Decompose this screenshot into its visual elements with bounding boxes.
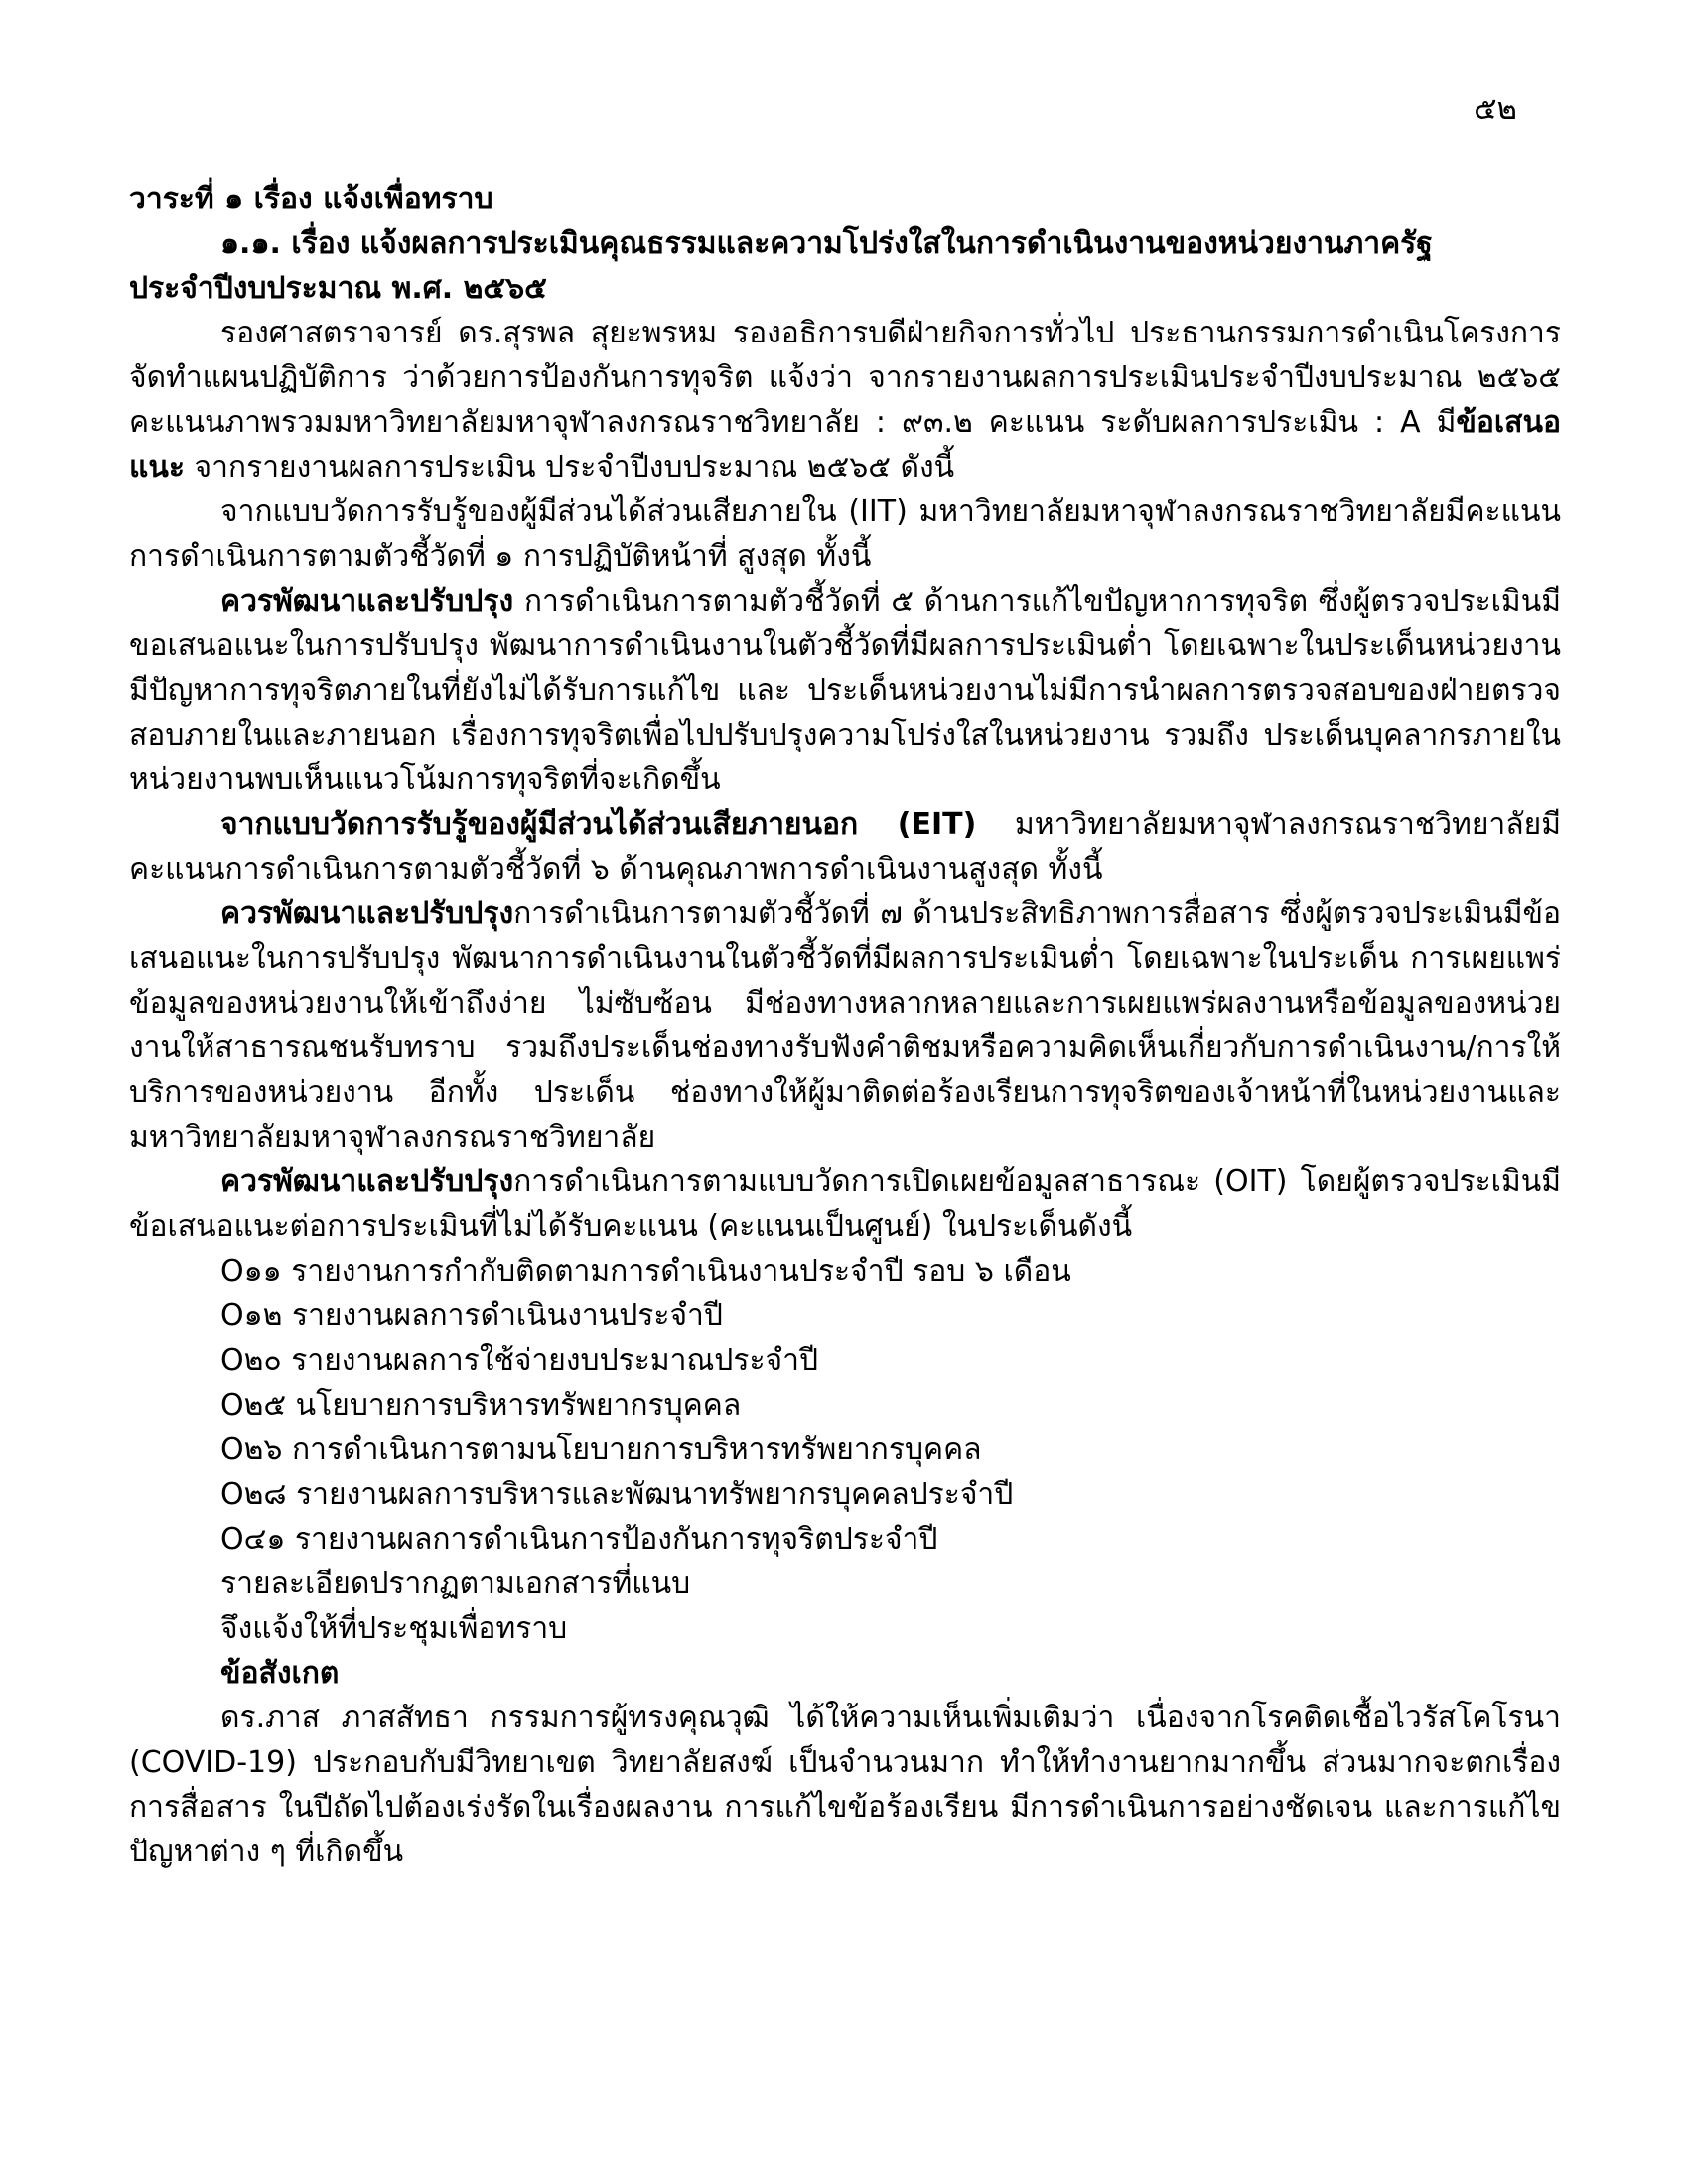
paragraph-run-bold: ข้อเสนอแนะ (129, 405, 1561, 484)
paragraph-run-bold: ควรพัฒนาและปรับปรุง (220, 896, 514, 931)
paragraph-improve-indicator7 (129, 891, 1561, 1160)
document-content (129, 177, 1561, 1874)
closing-line-attachment: รายละเอียดปรากฏตามเอกสารที่แนบ (220, 1567, 691, 1601)
list-item-o25: O๒๕ นโยบายการบริหารทรัพยากรบุคคล (220, 1388, 742, 1423)
list-item-o41: O๔๑ รายงานผลการดำเนินการป้องกันการทุจริตประจำปี (220, 1522, 938, 1557)
paragraph-run: การดำเนินการตามตัวชี้วัดที่ ๕ ด้านการแก้ไขปัญหาการทุจริต ซึ่งผู้ตรวจประเมินมีขอเสนอแนะในการปรับปรุง พัฒนาการดำเนินงานในตัวชี้วัดที่มีผลการประเมินต่ำ โดยเฉพาะในประเด็นหน่วยงานมีปัญหาการทุจริตภายในที่ยังไม่ได้รับการแก้ไข และ ประเด็นหน่วยงานไม่มีการนำผลการตรวจสอบของฝ่ายตรวจสอบภายในและภายนอก เรื่องการทุจริตเพื่อไปปรับปรุงความโปร่งใสในหน่วยงาน รวมถึง ประเด็นบุคลากรภายในหน่วยงานพบเห็นแนวโน้มการทุจริตที่จะเกิดขึ้น (129, 584, 1561, 797)
list-item-o12: O๑๒ รายงานผลการดำเนินงานประจำปี (220, 1298, 723, 1333)
paragraph-run: รองศาสตราจารย์ ดร.สุรพล สุยะพรหม รองอธิการบดีฝ่ายกิจการทั่วไป ประธานกรรมการดำเนินโครงการจัดทำแผนปฏิบัติการ ว่าด้วยการป้องกันการทุจริต แจ้งว่า จากรายงานผลการประเมินประจำปีงบประมาณ ๒๕๖๕ คะแนนภาพรวมมหาวิทยาลัยมหาจุฬาลงกรณราชวิทยาลัย : ๙๓.๒ คะแนน ระดับผลการประเมิน : A มี (129, 316, 1561, 440)
list-item-o28: O๒๘ รายงานผลการบริหารและพัฒนาทรัพยากรบุคคลประจำปี (220, 1477, 1014, 1512)
closing-line-inform-meeting: จึงแจ้งให้ที่ประชุมเพื่อทราบ (220, 1611, 568, 1646)
page-number: ๕๒ (1474, 91, 1517, 127)
paragraph-improve-indicator5 (129, 579, 1561, 802)
paragraph-iit: จากแบบวัดการรับรู้ของผู้มีส่วนได้ส่วนเสียภายใน (IIT) มหาวิทยาลัยมหาจุฬาลงกรณราชวิทยาลัยมีคะแนนการดำเนินการตามตัวชี้วัดที่ ๑ การปฏิบัติหน้าที่ สูงสุด ทั้งนี้ (129, 494, 1561, 574)
paragraph-run: มหาวิทยาลัยมหาจุฬาลงกรณราชวิทยาลัยมีคะแนนการดำเนินการตามตัวชี้วัดที่ ๖ ด้านคุณภาพการดำเนินงานสูงสุด ทั้งนี้ (129, 807, 1561, 887)
agenda-subtitle-line2: ประจำปีงบประมาณ พ.ศ. ๒๕๖๕ (129, 271, 547, 306)
agenda-title: วาระที่ ๑ เรื่อง แจ้งเพื่อทราบ (129, 182, 493, 216)
paragraph-run-bold: ควรพัฒนาและปรับปรุง (220, 1164, 514, 1199)
list-item-o11: O๑๑ รายงานการกำกับติดตามการดำเนินงานประจำปี รอบ ๖ เดือน (220, 1254, 1071, 1289)
list-item-o26: O๒๖ การดำเนินการตามนโยบายการบริหารทรัพยากรบุคคล (220, 1433, 982, 1467)
paragraph-oit (129, 1160, 1561, 1249)
paragraph-assessment-overview (129, 311, 1561, 489)
list-item-o20: O๒๐ รายงานผลการใช้จ่ายงบประมาณประจำปี (220, 1343, 819, 1378)
agenda-subtitle-line1: ๑.๑. เรื่อง แจ้งผลการประเมินคุณธรรมและความโปร่งใสในการดำเนินงานของหน่วยงานภาครัฐ (220, 226, 1433, 261)
paragraph-run: จากรายงานผลการประเมิน ประจำปีงบประมาณ ๒๕๖๕ ดังนี้ (184, 450, 955, 484)
paragraph-run: การดำเนินการตามตัวชี้วัดที่ ๗ ด้านประสิทธิภาพการสื่อสาร ซึ่งผู้ตรวจประเมินมีข้อเสนอแนะในการปรับปรุง พัฒนาการดำเนินงานในตัวชี้วัดที่มีผลการประเมินต่ำ โดยเฉพาะในประเด็น การเผยแพร่ข้อมูลของหน่วยงานให้เข้าถึงง่าย ไม่ซับซ้อน มีช่องทางหลากหลายและการเผยแพร่ผลงานหรือข้อมูลของหน่วยงานให้สาธารณชนรับทราบ รวมถึงประเด็นช่องทางรับฟังคำติชมหรือความคิดเห็นเกี่ยวกับการดำเนินงาน/การให้บริการของหน่วยงาน อีกทั้ง ประเด็น ช่องทางให้ผู้มาติดต่อร้องเรียนการทุจริตของเจ้าหน้าที่ในหน่วยงานและมหาวิทยาลัยมหาจุฬาลงกรณราชวิทยาลัย (129, 896, 1561, 1155)
paragraph-run: การดำเนินการตามแบบวัดการเปิดเผยข้อมูลสาธารณะ (OIT) โดยผู้ตรวจประเมินมีข้อเสนอแนะต่อการประเมินที่ไม่ได้รับคะแนน (คะแนนเป็นศูนย์) ในประเด็นดังนี้ (129, 1164, 1561, 1244)
note-heading: ข้อสังเกต (220, 1656, 340, 1691)
paragraph-run-bold: จากแบบวัดการรับรู้ของผู้มีส่วนได้ส่วนเสียภายนอก (EIT) (220, 807, 977, 842)
paragraph-note-comment: ดร.ภาส ภาสสัทธา กรรมการผู้ทรงคุณวุฒิ ได้ให้ความเห็นเพิ่มเติมว่า เนื่องจากโรคติดเชื้อไวรัสโคโรนา (COVID-19) ประกอบกับมีวิทยาเขต วิทยาลัยสงฆ์ เป็นจำนวนมาก ทำให้ทำงานยากมากขึ้น ส่วนมากจะตกเรื่องการสื่อสาร ในปีถัดไปต้องเร่งรัดในเรื่องผลงาน การแก้ไขข้อร้องเรียน มีการดำเนินการอย่างชัดเจน และการแก้ไขปัญหาต่าง ๆ ที่เกิดขึ้น (129, 1701, 1561, 1869)
paragraph-eit (129, 802, 1561, 891)
paragraph-run-bold: ควรพัฒนาและปรับปรุง (220, 584, 514, 618)
